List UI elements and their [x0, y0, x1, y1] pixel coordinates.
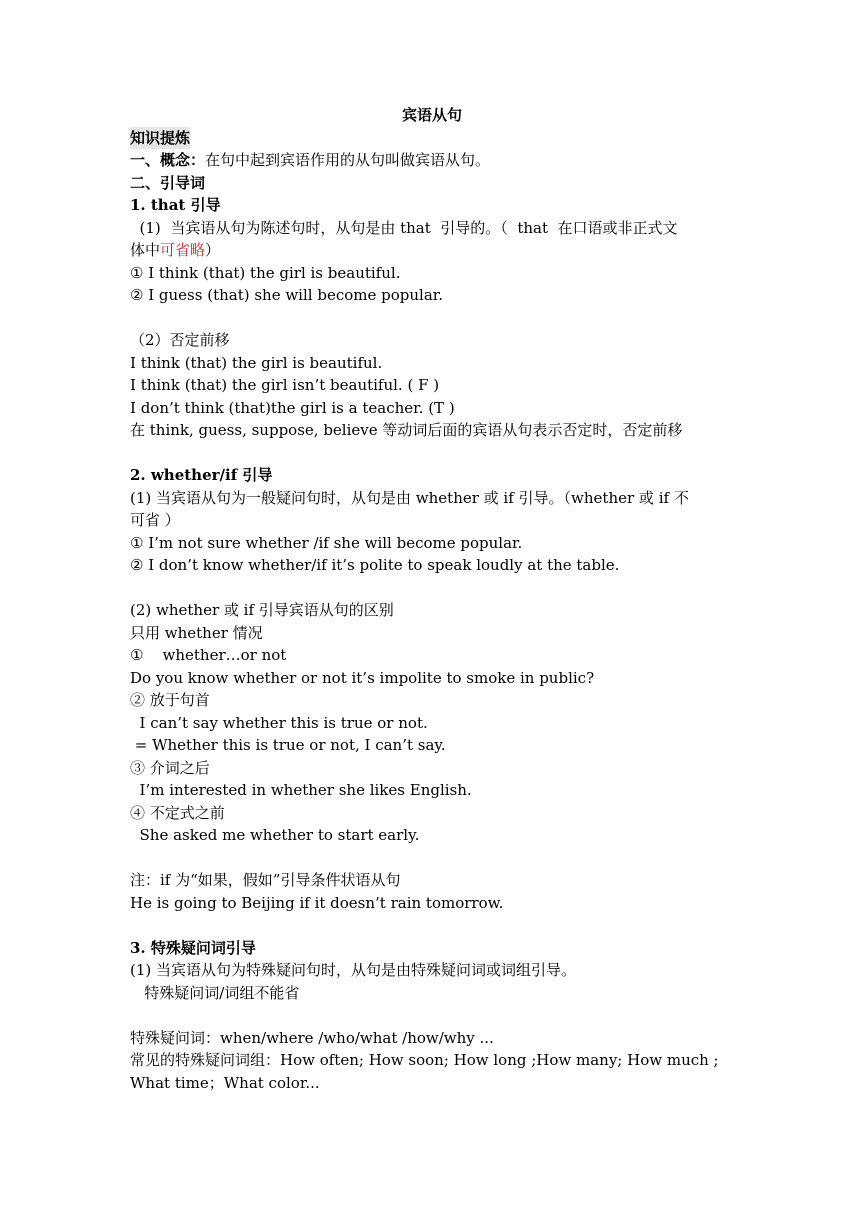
s2-case-1-example: Do you know whether or not it’s impolite to smoke in public? [130, 668, 595, 687]
s1-p2-line1: I think (that) the girl is beautiful. [130, 353, 383, 372]
s3-p1-sub: 特殊疑问词/词组不能省 [130, 983, 300, 1002]
s2-p1-line2: 可省 ） [130, 511, 180, 529]
s1-heading: 1. that 引导 [130, 196, 221, 214]
s3-phrases-line2: What time；What color... [130, 1073, 320, 1092]
s3-heading: 3. 特殊疑问词引导 [130, 938, 256, 957]
concept-text: 在句中起到宾语作用的从句叫做宾语从句。 [205, 151, 491, 169]
s2-example-2: ② I don’t know whether/if it’s polite to speak loudly at the table. [130, 556, 620, 574]
s2-case-3: ③ 介词之后 [130, 758, 210, 777]
s1-example-2: ② I guess (that) she will become popular. [130, 286, 444, 304]
heading-guide-words: 二、引导词 [130, 173, 206, 192]
concept-label: 一、概念： [130, 151, 206, 169]
s2-case-4: ④ 不定式之前 [130, 803, 225, 822]
s1-p2-note: 在 think, guess, suppose, believe 等动词后面的宾语从句表示否定时，否定前移 [130, 421, 683, 439]
s2-example-1: ① I’m not sure whether /if she will become popular. [130, 533, 523, 552]
s3-phrases-line1: 常见的特殊疑问词组：How often; How soon; How long ;How many; How much ; [130, 1051, 719, 1069]
s2-case-2-example-1: I can’t say whether this is true or not. [130, 713, 428, 732]
s1-p1-red-text: 可省略 [160, 241, 206, 259]
s1-p1-line1: (1) 当宾语从句为陈述句时，从句是由 that 引导的。（ that 在口语或非正式文 [130, 218, 678, 237]
s2-case-2: ② 放于句首 [130, 691, 210, 709]
s2-p1-line1: (1) 当宾语从句为一般疑问句时，从句是由 whether 或 if 引导。（whether 或 if 不 [130, 488, 689, 507]
s1-p2-heading: （2）否定前移 [130, 331, 230, 349]
s2-heading: 2. whether/if 引导 [130, 466, 273, 484]
s2-case-3-example: I’m interested in whether she likes English. [130, 781, 472, 799]
s1-example-1: ① I think (that) the girl is beautiful. [130, 263, 401, 282]
section-tag: 知识提炼 [130, 127, 190, 150]
s2-case-1: ① whether…or not [130, 646, 287, 664]
s2-case-2-example-2: = Whether this is true or not, I can’t say. [130, 736, 446, 754]
s3-p1: (1) 当宾语从句为特殊疑问句时，从句是由特殊疑问词或词组引导。 [130, 961, 577, 979]
document-page [130, 104, 734, 1094]
s2-case-4-example: She asked me whether to start early. [130, 826, 420, 844]
s1-p1-close: ） [205, 241, 221, 259]
s1-p2-line3: I don’t think (that)the girl is a teacher. (T ) [130, 398, 455, 417]
s2-only-whether: 只用 whether 情况 [130, 623, 263, 642]
s2-note-example: He is going to Beijing if it doesn’t rain tomorrow. [130, 893, 504, 912]
s3-words: 特殊疑问词：when/where /who/what /how/why ... [130, 1028, 494, 1047]
s2-p2-heading: (2) whether 或 if 引导宾语从句的区别 [130, 601, 394, 619]
s2-note: 注：if 为“如果，假如”引导条件状语从句 [130, 871, 401, 889]
document-title: 宾语从句 [401, 106, 462, 124]
concept-line [130, 149, 734, 172]
s1-p1-line2 [130, 239, 734, 262]
s1-p1-text: 体中 [130, 241, 161, 259]
s1-p2-line2: I think (that) the girl isn’t beautiful. ( F ) [130, 376, 440, 394]
